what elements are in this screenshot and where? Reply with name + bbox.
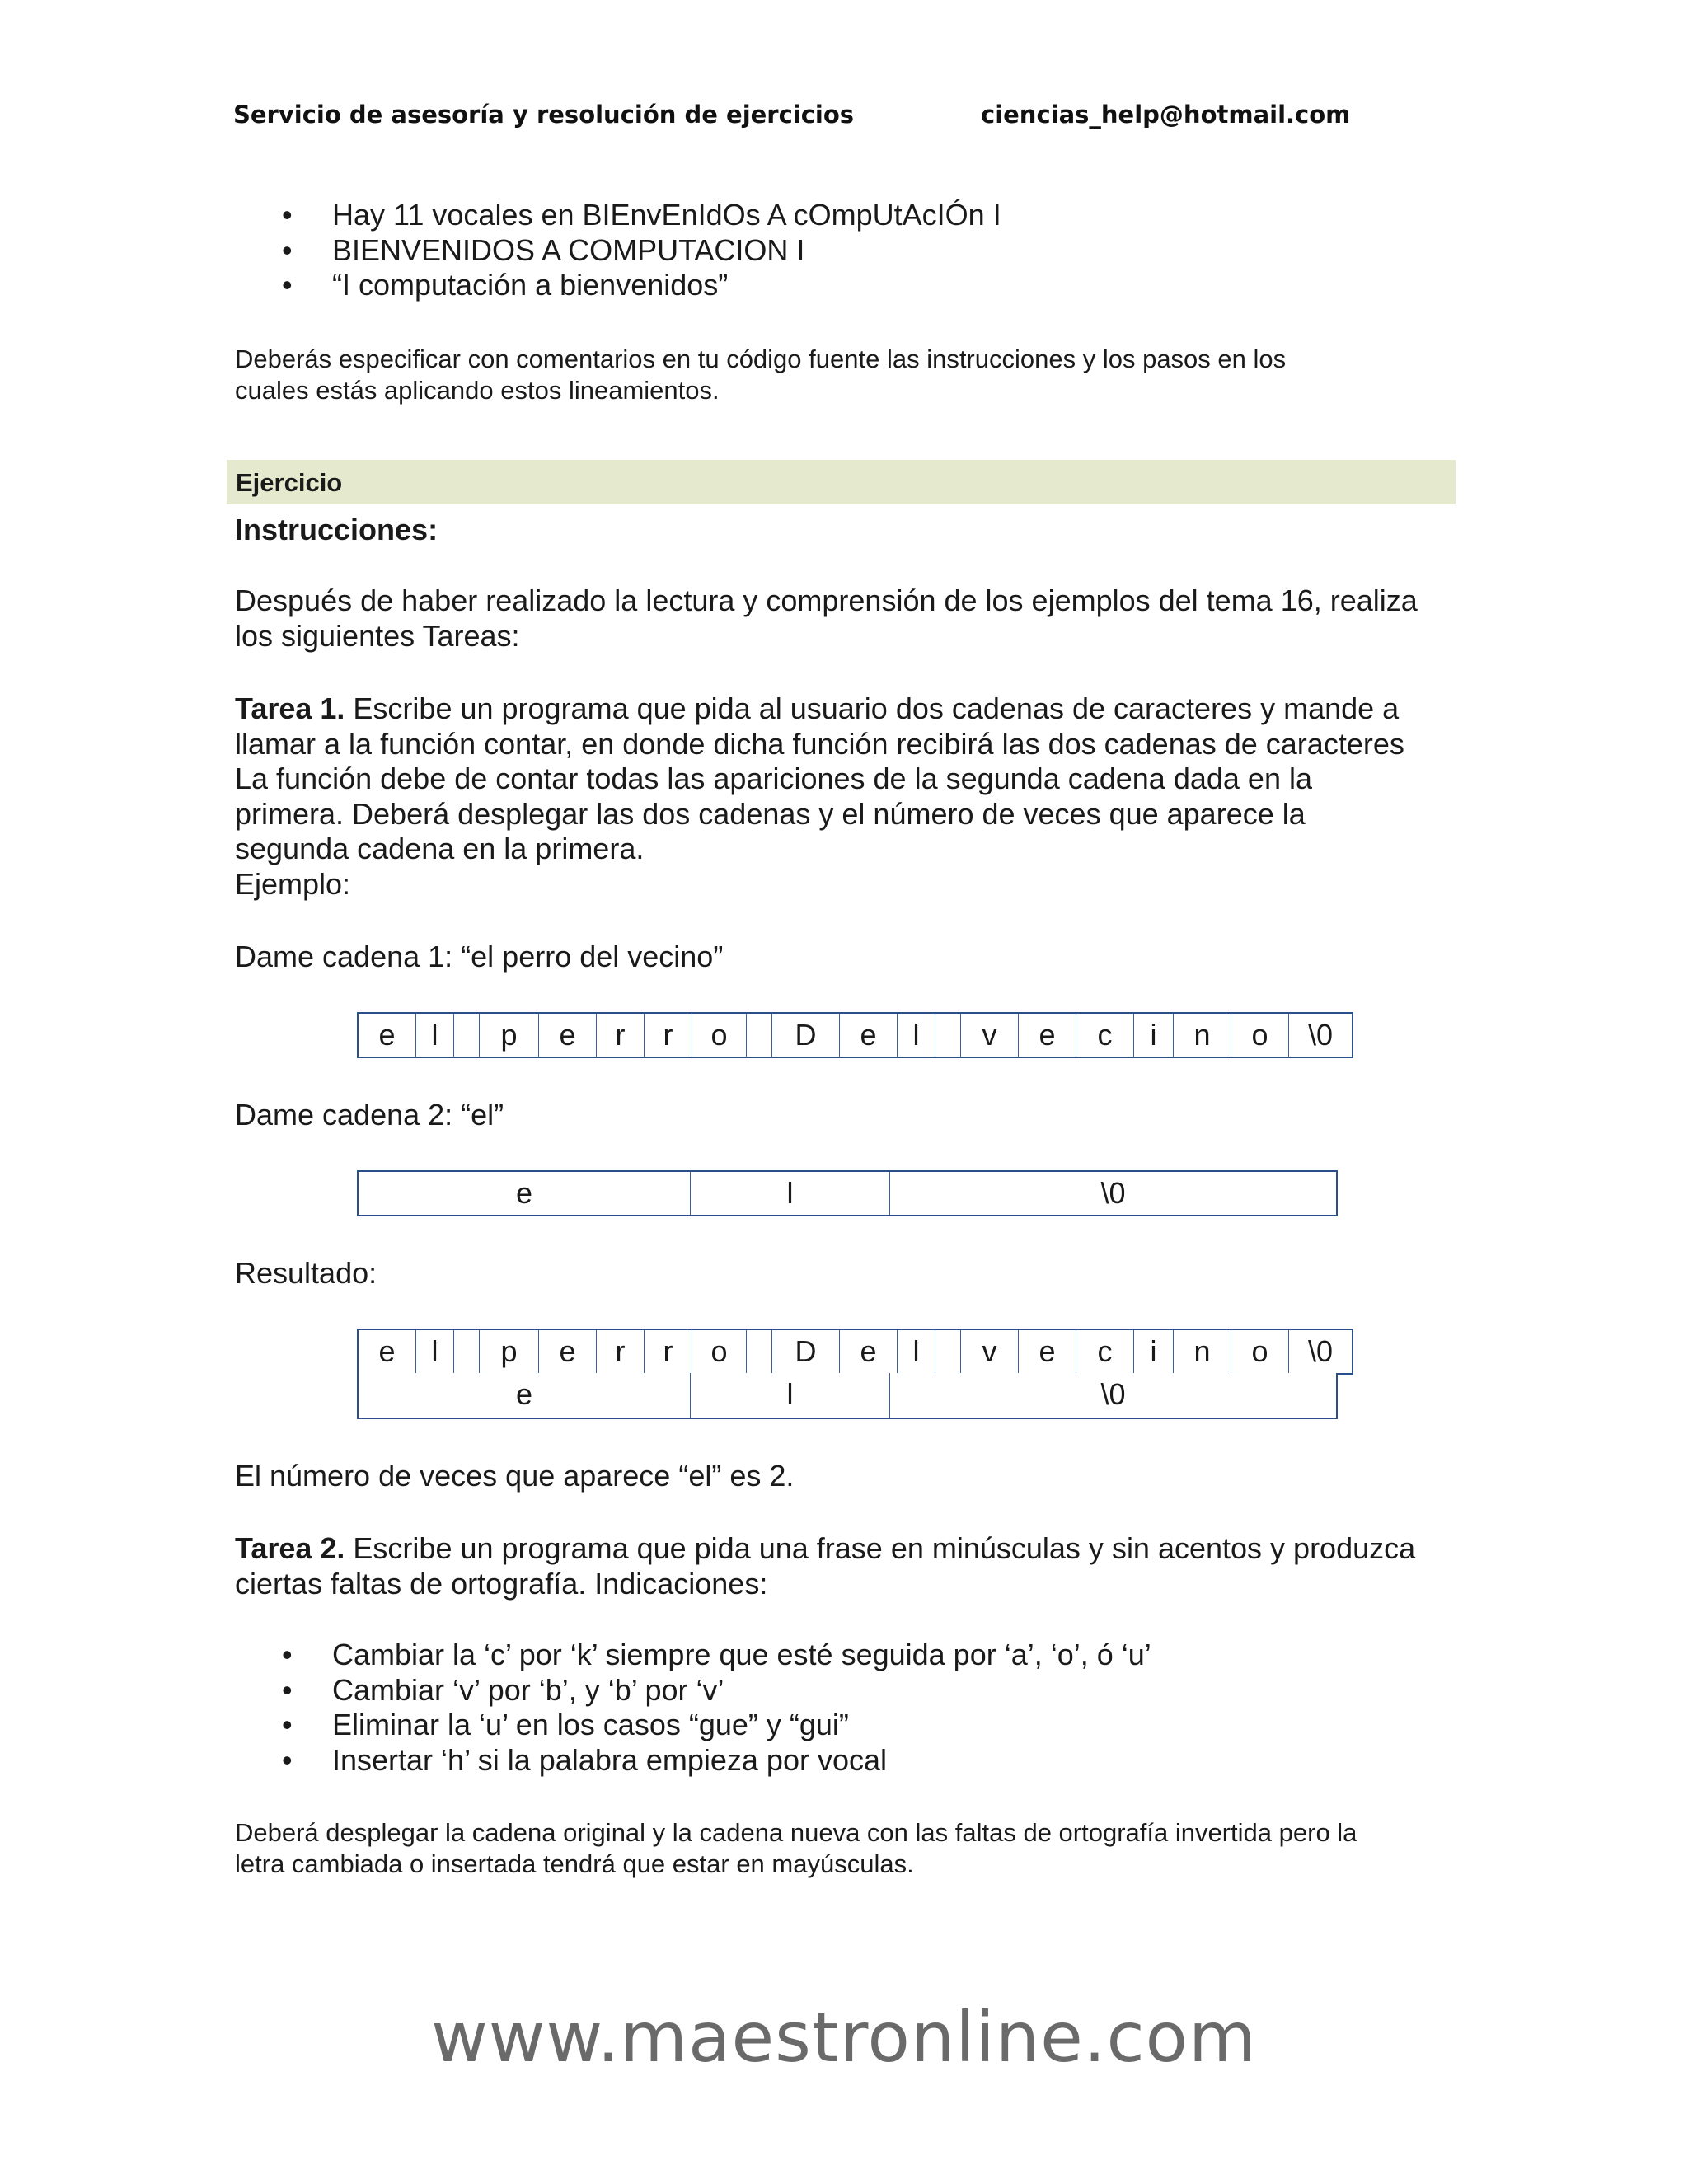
result-label: Resultado: [235,1256,377,1290]
intro-line: Después de haber realizado la lectura y comprensión de los ejemplos del tema 16, realiza [235,583,1418,617]
header-left: Servicio de asesoría y resolución de ejercicios [233,101,855,129]
char-cell: l [898,1014,935,1057]
char-cell: e [840,1330,898,1373]
note-line: cuales estás aplicando estos lineamientos. [235,376,720,405]
tarea2-text: Escribe un programa que pida una frase en minúsculas y sin acentos y produzca [345,1531,1416,1565]
char-cell: o [692,1014,747,1057]
list-item: • BIENVENIDOS A COMPUTACION I [239,233,1475,269]
char-cell: \0 [1100,1377,1126,1411]
tarea1-line: primera. Deberá desplegar las dos cadenas y el número de veces que aparece la [235,796,1306,831]
header-email: ciencias_help@hotmail.com [981,101,1351,129]
result-string1-row [357,1329,1353,1375]
tarea1-line [235,691,1488,727]
char-cell: \0 [1100,1176,1126,1210]
char-cell: l [691,1373,890,1418]
tarea1-paragraph [235,691,1488,902]
result-string2-row [357,1373,1338,1419]
tarea2-line [235,1531,1488,1567]
result-text: El número de veces que aparece “el” es 2. [235,1459,795,1493]
char-cell: e [1019,1330,1076,1373]
char-cell: o [692,1330,747,1373]
tarea1-line: La función debe de contar todas las apariciones de la segunda cadena dada en la [235,762,1312,795]
char-cell: i [1134,1014,1174,1057]
char-cell: D [772,1330,840,1373]
tarea1-label: Tarea 1. [235,691,345,725]
tarea1-text: Escribe un programa que pida al usuario dos cadenas de caracteres y mande a [345,691,1400,725]
char-cell: l [416,1014,454,1057]
tarea2-line: ciertas faltas de ortografía. Indicaciones: [235,1566,768,1601]
list-item: • Hay 11 vocales en BIEnvEnIdOs A cOmpUtAcIÓn I [239,198,1475,233]
char-cell: e [359,1330,416,1373]
section-title: Ejercicio [236,468,343,497]
char-cell: o [1231,1330,1289,1373]
footer-website: www.maestronline.com [431,1997,1257,2078]
char-cell: r [645,1330,692,1373]
char-cell: l [691,1172,890,1215]
prompt-cadena-1: Dame cadena 1: “el perro del vecino” [235,940,724,973]
char-cell: D [772,1014,840,1057]
char-cell: c [1076,1014,1134,1057]
char-cell: e [539,1330,597,1373]
char-cell: e [539,1014,597,1057]
tarea2-bullet-list [239,1638,1475,1778]
tarea2-label: Tarea 2. [235,1531,345,1565]
char-cell [454,1330,480,1373]
char-cell: o [1231,1014,1289,1057]
note-line: Deberás especificar con comentarios en tu código fuente las instrucciones y los pasos en los [235,344,1287,373]
char-cell [935,1330,961,1373]
char-cell: r [645,1014,692,1057]
char-cell: e [1019,1014,1076,1057]
char-cell: p [480,1330,539,1373]
char-cell [747,1330,772,1373]
top-bullet-list [239,198,1475,303]
char-cell: v [961,1330,1019,1373]
char-cell: e [840,1014,898,1057]
list-item: • Eliminar la ‘u’ en los casos “gue” y “gui” [239,1708,1475,1743]
char-cell: v [961,1014,1019,1057]
string1-cell-row [357,1012,1353,1058]
section-band [227,460,1456,504]
list-item: • Cambiar la ‘c’ por ‘k’ siempre que esté seguida por ‘a’, ‘o’, ó ‘u’ [239,1638,1475,1673]
char-cell: n [1174,1014,1231,1057]
list-item: • “I computación a bienvenidos” [239,268,1475,303]
tarea2-paragraph [235,1531,1488,1601]
intro-line: los siguientes Tareas: [235,618,520,653]
char-cell: i [1134,1330,1174,1373]
note-paragraph-2 [235,1817,1471,1880]
tarea1-line: llamar a la función contar, en donde dicha función recibirá las dos cadenas de caracteres [235,726,1404,761]
char-cell [747,1014,772,1057]
char-cell: l [416,1330,454,1373]
char-cell: \0 [1307,1018,1334,1052]
note-paragraph-1 [235,344,1471,406]
char-cell: e [359,1172,691,1215]
char-cell: l [898,1330,935,1373]
char-cell: r [597,1014,645,1057]
char-cell [935,1014,961,1057]
char-cell: e [359,1373,691,1418]
char-cell: r [597,1330,645,1373]
char-cell: e [359,1014,416,1057]
prompt-cadena-2: Dame cadena 2: “el” [235,1098,504,1132]
char-cell: \0 [1307,1334,1334,1368]
intro-paragraph [235,583,1488,654]
note-line: letra cambiada o insertada tendrá que estar en mayúsculas. [235,1849,914,1878]
char-cell: c [1076,1330,1134,1373]
tarea1-line: segunda cadena en la primera. [235,832,645,865]
string2-cell-row [357,1170,1338,1216]
tarea1-line: Ejemplo: [235,866,351,901]
char-cell [454,1014,480,1057]
instructions-heading: Instrucciones: [235,513,438,546]
char-cell: p [480,1014,539,1057]
char-cell: n [1174,1330,1231,1373]
note-line: Deberá desplegar la cadena original y la cadena nueva con las faltas de ortografía invertida pero la [235,1818,1357,1847]
list-item: • Cambiar ‘v’ por ‘b’, y ‘b’ por ‘v’ [239,1673,1475,1708]
list-item: • Insertar ‘h’ si la palabra empieza por vocal [239,1743,1475,1779]
